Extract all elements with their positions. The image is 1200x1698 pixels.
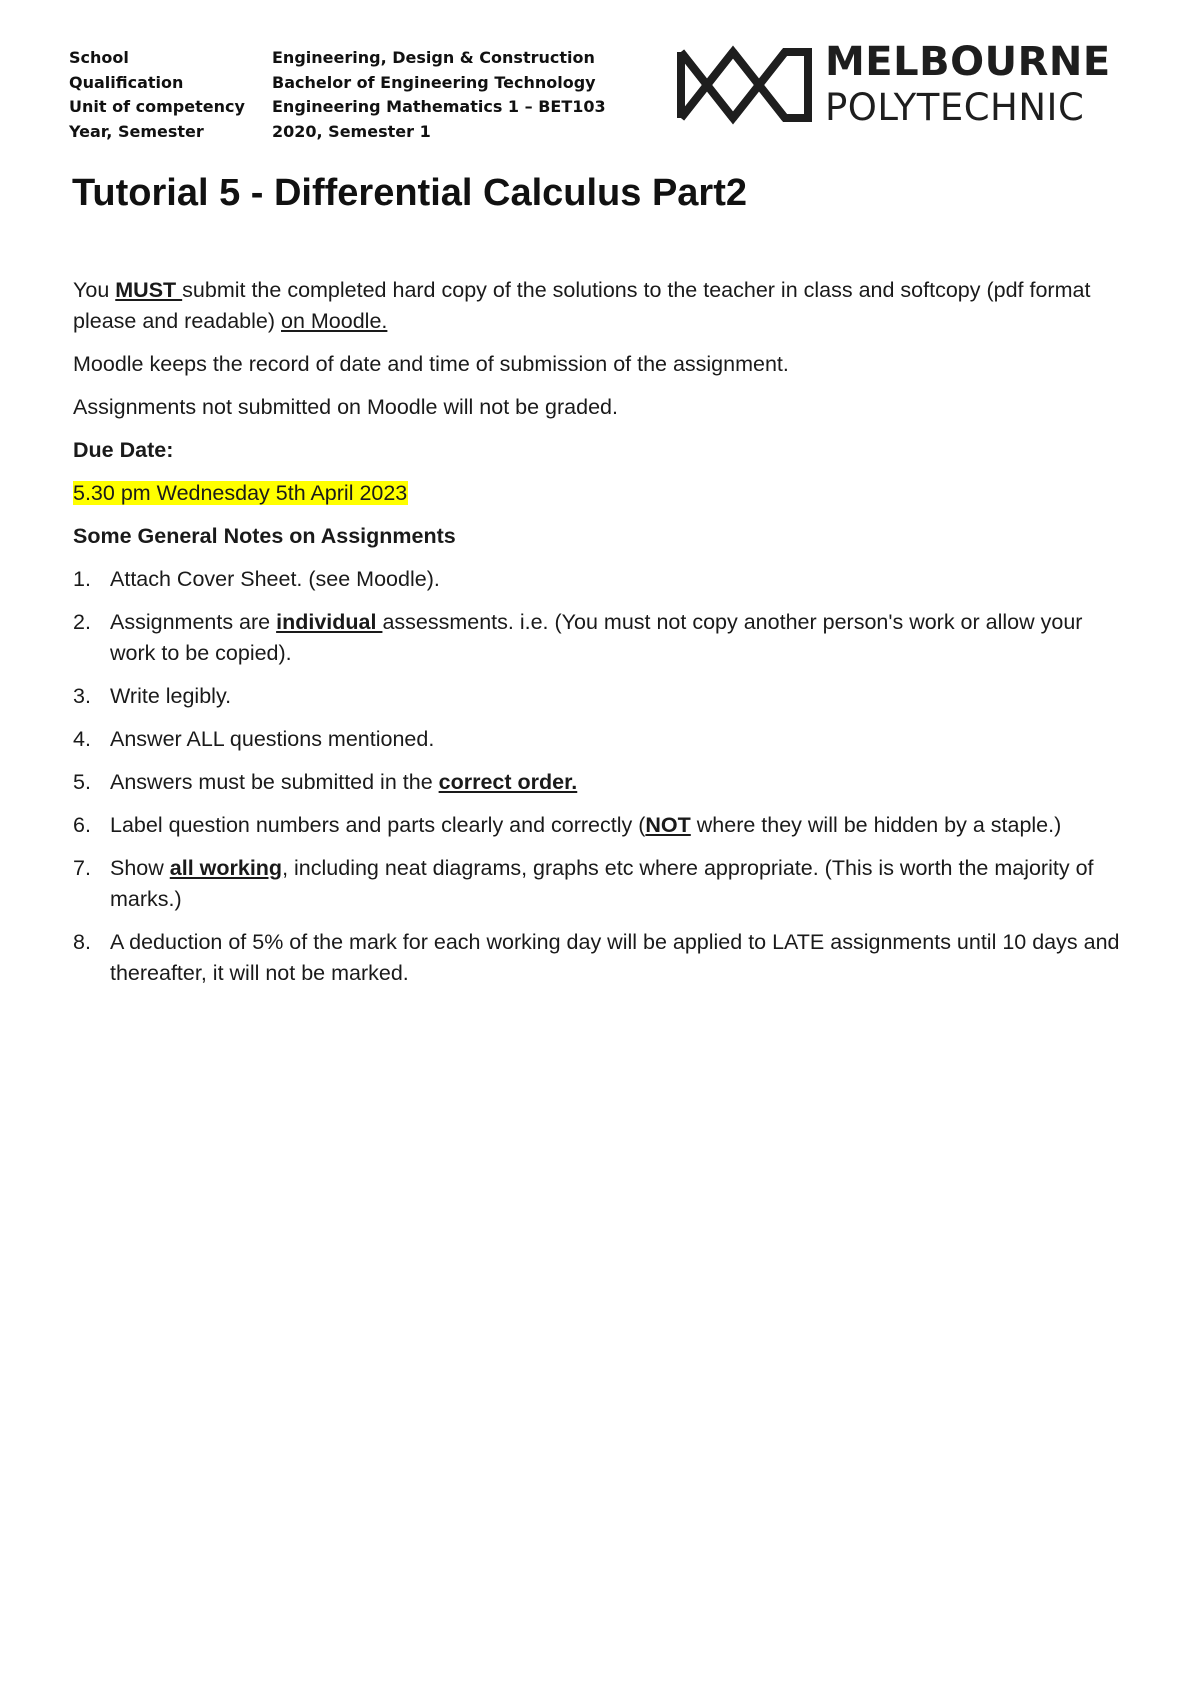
list-item-text [110,767,1133,798]
list-item-number: 1. [73,567,91,591]
list-item-emphasis: individual [276,610,383,634]
logo-line-polytechnic: POLYTECHNIC [825,86,1085,129]
meta-value: Engineering Mathematics 1 – BET103 [272,97,606,116]
list-item-text [110,724,1133,755]
list-item-text-part: Attach Cover Sheet. (see Moodle). [110,567,440,591]
list-item-number: 4. [73,727,91,751]
list-item-text-part: Write legibly. [110,684,232,708]
notes-list [73,564,1133,989]
meta-row-year [69,120,606,145]
due-date-label: Due Date: [73,438,174,462]
meta-value: Engineering, Design & Construction [272,48,595,67]
meta-row-school [69,46,606,71]
list-item-text-part: Show [110,856,170,880]
list-item-text-part: Answers must be submitted in the [110,770,439,794]
due-date-paragraph [73,478,1133,509]
list-item-number: 3. [73,684,91,708]
list-item-text-part: Label question numbers and parts clearly and correctly ( [110,813,646,837]
meta-label: School [69,48,129,67]
logo-wordmark [825,39,1111,129]
list-item [73,564,1133,595]
list-item [73,767,1133,798]
list-item-text-part: where they will be hidden by a staple.) [690,813,1062,837]
melbourne-polytechnic-logo [677,39,1111,129]
list-item [73,810,1133,841]
intro-paragraph-submit [73,275,1133,337]
intro-paragraph-graded: Assignments not submitted on Moodle will not be graded. [73,395,618,419]
list-item-number: 6. [73,813,91,837]
list-item [73,607,1133,669]
list-item-text-part: A deduction of 5% of the mark for each working day will be applied to LATE assignments until 10 days and thereafter, it will not be marked. [110,930,1120,985]
intro-text: submit the completed hard copy of the solutions to the teacher in class and softcopy (pdf format please and readable) [73,278,1091,333]
header-meta-table [69,46,606,144]
intro-paragraph-record: Moodle keeps the record of date and time of submission of the assignment. [73,352,789,376]
list-item [73,724,1133,755]
list-item-number: 5. [73,770,91,794]
list-item-text [110,810,1133,841]
list-item [73,853,1133,915]
list-item-text-part: Assignments are [110,610,277,634]
must-emphasis: MUST [115,278,183,302]
list-item-text [110,927,1133,989]
notes-heading: Some General Notes on Assignments [73,524,456,548]
list-item [73,927,1133,989]
list-item-text-part: , including neat diagrams, graphs etc where appropriate. (This is worth the majority of marks.) [110,856,1094,911]
list-item-text-part: assessments. i.e. (You must not copy another person's work or allow your work to be copied). [110,610,1083,665]
list-item-text [110,853,1133,915]
meta-value: 2020, Semester 1 [272,121,431,141]
list-item-text [110,607,1133,669]
list-item-number: 8. [73,930,91,954]
meta-value: Bachelor of Engineering Technology [272,72,596,92]
logo-mark-icon [677,42,812,128]
list-item-emphasis: NOT [645,813,691,837]
document-body [73,275,1133,1001]
meta-label: Year, Semester [69,121,204,141]
intro-text: You [73,278,116,302]
list-item-text [110,564,1133,595]
list-item-number: 2. [73,610,91,634]
meta-row-unit [69,95,606,120]
list-item-text-part: Answer ALL questions mentioned. [110,727,435,751]
list-item [73,681,1133,712]
meta-label: Unit of competency [69,97,245,116]
meta-row-qualification [69,71,606,96]
due-date-value: 5.30 pm Wednesday 5th April 2023 [73,481,408,505]
list-item-emphasis: all working [169,856,283,880]
logo-line-melbourne: MELBOURNE [825,39,1111,85]
page-title: Tutorial 5 - Differential Calculus Part2 [72,172,748,214]
moodle-link[interactable]: on Moodle. [281,309,388,333]
meta-label: Qualification [69,72,184,92]
list-item-text [110,681,1133,712]
list-item-emphasis: correct order. [438,770,578,794]
list-item-number: 7. [73,856,91,880]
